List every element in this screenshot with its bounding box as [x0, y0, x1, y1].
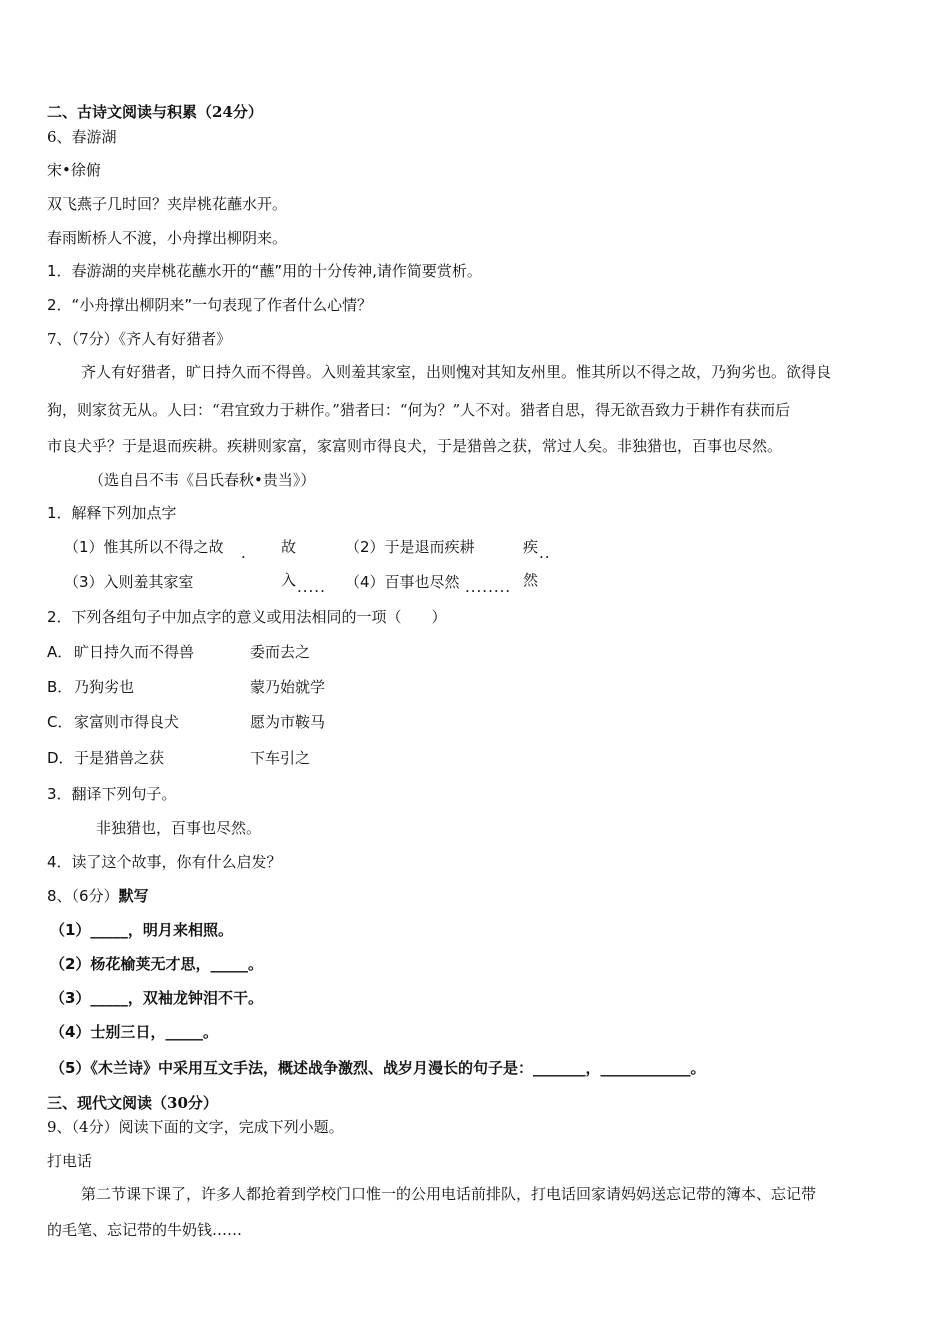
q7-sub1-char-1: 故	[281, 538, 297, 556]
q7-passage-line-3: 市良犬乎？于是退而疾耕。疾耕则家富，家富则市得良犬，于是猎兽之获，常过人矣。非独猎也，百事也尽然。	[47, 437, 783, 455]
q8-header-prefix: 8、（6分）	[47, 887, 119, 905]
q7-sub1-char-2: 疾	[523, 538, 539, 556]
q7-sub1-item-1: （1）惟其所以不得之故	[64, 538, 224, 556]
q8-header	[47, 886, 149, 906]
option-d-left: 于是猎兽之获	[74, 749, 165, 767]
q6-sub-2: 2．“小舟撑出柳阴来”一句表现了作者什么心情？	[47, 296, 373, 314]
q7-passage-line-2: 狗，则家贫无从。人曰：“君宜致力于耕作。”猎者曰：“何为？”人不对。猎者自思，得无欲吾致力于耕作有获而后	[47, 401, 791, 419]
q7-sub1-title: 1．解释下列加点字	[47, 504, 177, 522]
emphasis-dot: .....	[297, 578, 326, 596]
emphasis-dot: ..	[539, 544, 551, 562]
q8-item-2: （2）杨花榆荚无才思，_____。	[50, 955, 263, 973]
q6-sub-1: 1．春游湖的夹岸桃花蘸水开的“蘸”用的十分传神,请作简要赏析。	[47, 262, 482, 280]
poem-line-1: 双飞燕子几时回？夹岸桃花蘸水开。	[47, 195, 288, 213]
poem-author: 宋•徐俯	[47, 161, 101, 179]
q7-sub1-char-3: 入	[281, 571, 297, 589]
emphasis-dot: ........	[465, 578, 512, 596]
q7-sub3-sentence: 非独猎也，百事也尽然。	[96, 819, 262, 837]
option-b-left: 乃狗劣也	[74, 678, 135, 696]
q7-sub1-item-3: （3）入则羞其家室	[64, 573, 194, 591]
option-c-label: C．	[47, 713, 73, 731]
option-a-left: 旷日持久而不得兽	[74, 643, 195, 661]
q8-item-4: （4）士别三日，_____。	[50, 1023, 218, 1041]
q7-header: 7、（7分）《齐人有好猎者》	[47, 330, 232, 348]
q9-passage-line-1: 第二节课下课了，许多人都抢着到学校门口惟一的公用电话前排队，打电话回家请妈妈送忘记带的簿本、忘记带	[81, 1185, 817, 1203]
option-c-left: 家富则市得良犬	[74, 713, 180, 731]
option-d-right: 下车引之	[250, 749, 311, 767]
q7-sub1-item-2: （2）于是退而疾耕	[345, 538, 475, 556]
q7-sub1-char-4: 然	[523, 571, 539, 589]
q8-item-5: （5）《木兰诗》中采用互文手法，概述战争激烈、战岁月漫长的句子是：_______，____________。	[50, 1059, 706, 1077]
section-3-title: 三、现代文阅读（30分）	[47, 1094, 218, 1112]
section-2-title: 二、古诗文阅读与积累（24分）	[47, 103, 263, 121]
option-a-label: A．	[47, 643, 73, 661]
story-title: 打电话	[47, 1152, 93, 1170]
emphasis-dot: .	[241, 544, 247, 562]
q7-sub3-title: 3．翻译下列句子。	[47, 785, 177, 803]
option-c-right: 愿为市鞍马	[250, 713, 326, 731]
option-b-right: 蒙乃始就学	[250, 678, 326, 696]
q8-item-1: （1）_____，明月来相照。	[50, 921, 233, 939]
option-b-label: B．	[47, 678, 73, 696]
q7-passage-line-1: 齐人有好猎者，旷日持久而不得兽。入则羞其家室，出则愧对其知友州里。惟其所以不得之故，乃狗劣也。欲得良	[81, 363, 832, 381]
q9-header: 9、（4分）阅读下面的文字，完成下列小题。	[47, 1118, 344, 1136]
q7-source: （选自吕不韦《吕氏春秋•贵当》）	[89, 471, 316, 489]
option-a-right: 委而去之	[250, 643, 311, 661]
q9-passage-line-2: 的毛笔、忘记带的牛奶钱……	[47, 1221, 243, 1239]
q6-header: 6、春游湖	[47, 128, 117, 146]
q8-item-3: （3）_____，双袖龙钟泪不干。	[50, 989, 263, 1007]
q7-sub2-title: 2．下列各组句子中加点字的意义或用法相同的一项（ ）	[47, 608, 447, 626]
q8-header-title: 默写	[118, 887, 149, 905]
q7-sub1-item-4: （4）百事也尽然	[345, 573, 460, 591]
poem-line-2: 春雨断桥人不渡，小舟撑出柳阴来。	[47, 229, 288, 247]
option-d-label: D．	[47, 749, 74, 767]
q7-sub4-title: 4．读了这个故事，你有什么启发？	[47, 853, 282, 871]
